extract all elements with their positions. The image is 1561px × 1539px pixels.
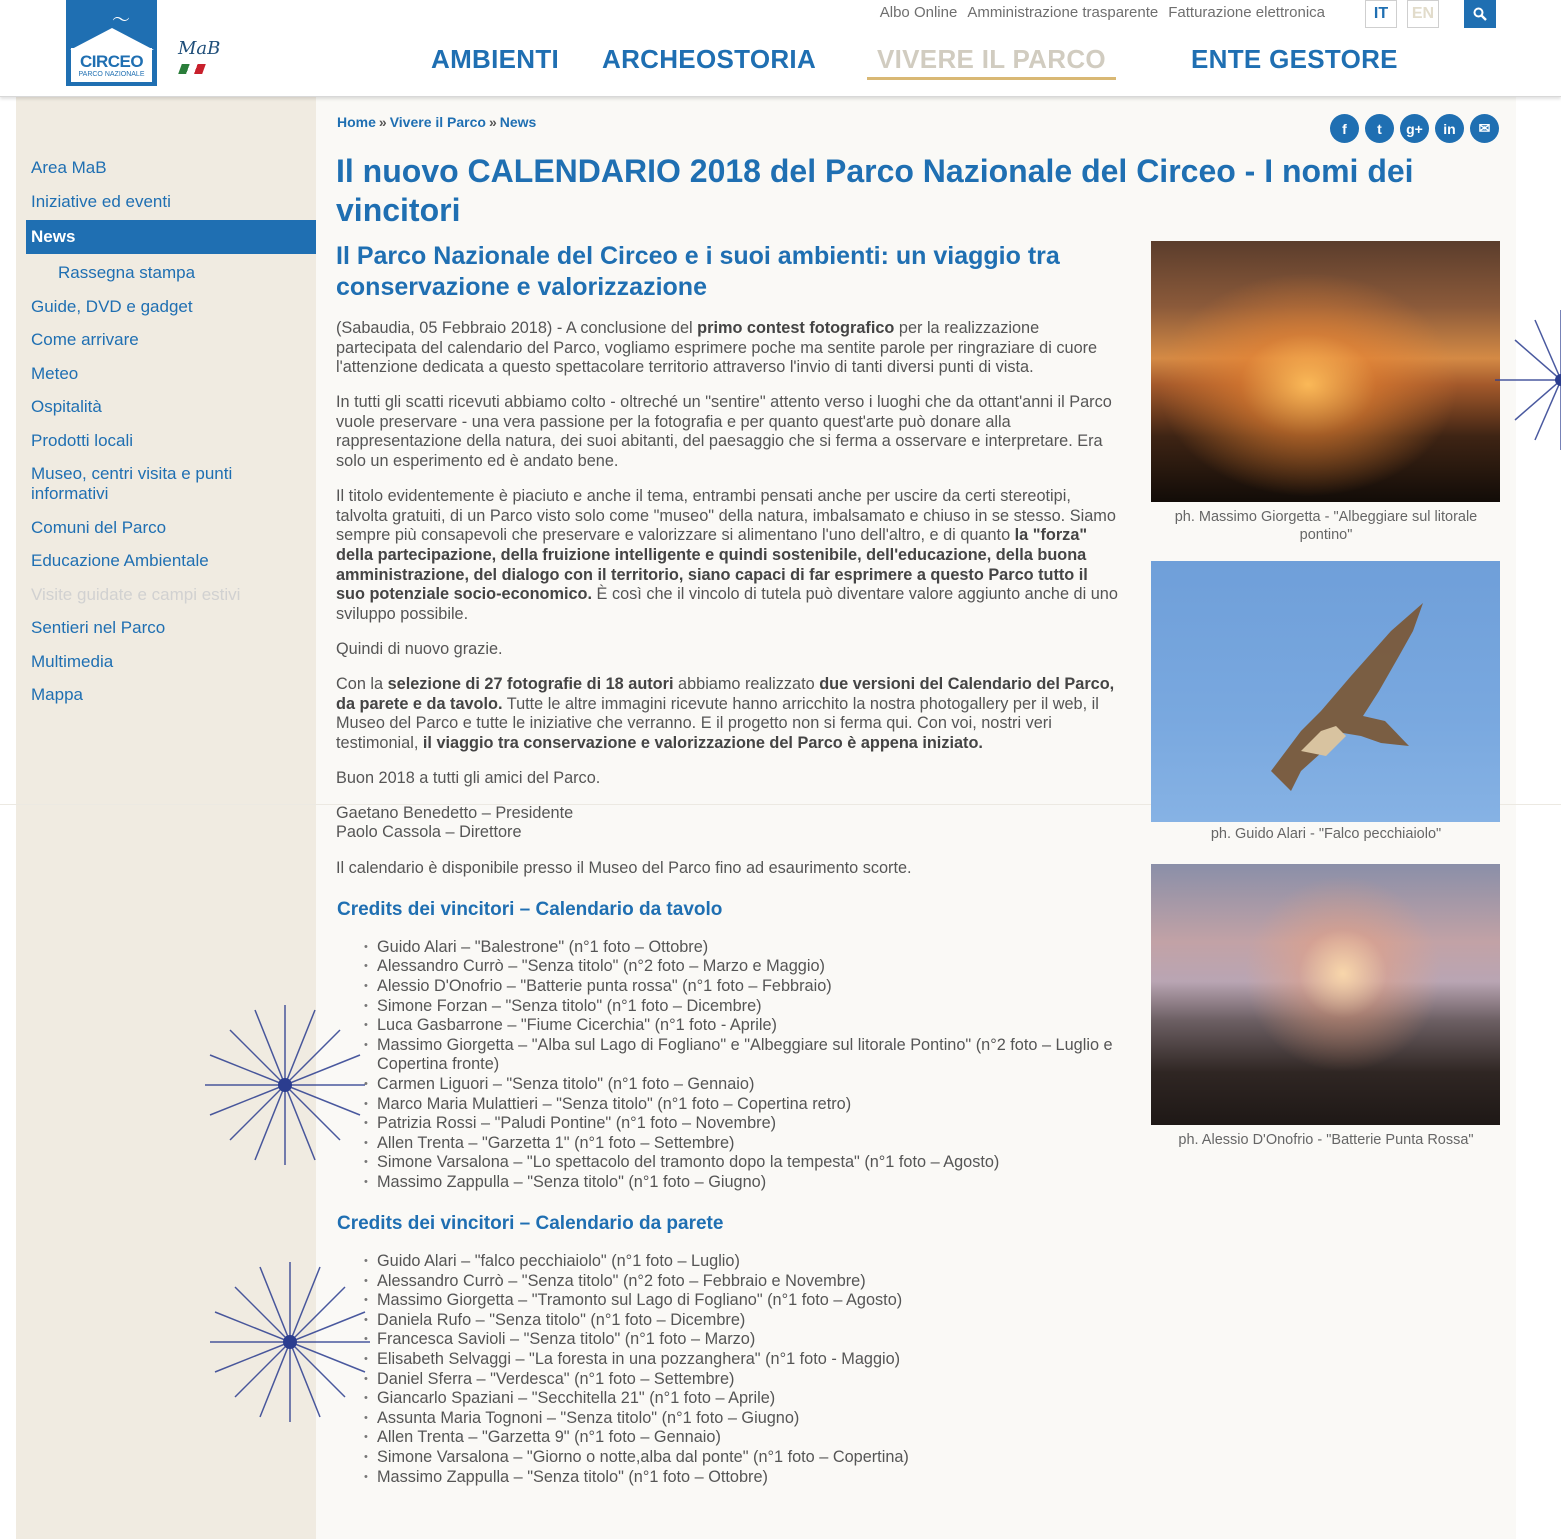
sidebar-item-comuni[interactable]: Comuni del Parco (31, 517, 167, 537)
italy-flag-icon (178, 64, 206, 74)
list-item: • Francesca Savioli – "Senza titolo" (n°1 foto – Marzo) (364, 1330, 1121, 1350)
breadcrumb-home[interactable]: Home (337, 114, 376, 130)
paragraph-5: Con la selezione di 27 fotografie di 18 autori abbiamo realizzato due versioni del Calendario del Parco, da parete e da tavolo. Tutte le altre immagini ricevute hanno arricchito la nostra photogallery per il web, il Museo del Parco e tutte le iniziative che verranno. E il progetto non si ferma qui. Con voi, nostri veri testimonial, il viaggio tra conservazione e valorizzazione del Parco è appena iniziato. (336, 674, 1115, 752)
list-item: • Massimo Zappulla – "Senza titolo" (n°1 foto – Giugno) (364, 1173, 1121, 1193)
lang-en-button[interactable]: EN (1407, 0, 1439, 28)
credits-tavolo-list (336, 938, 1121, 1193)
sidebar-item-meteo[interactable]: Meteo (31, 363, 79, 383)
sidebar-item-news[interactable]: News (26, 220, 316, 254)
sidebar-item-area-mab[interactable]: Area MaB (31, 158, 107, 177)
linkedin-icon[interactable]: in (1435, 114, 1464, 143)
list-item: • Allen Trenta – "Garzetta 9" (n°1 foto – Gennaio) (364, 1428, 1121, 1448)
sidebar-item-mappa[interactable]: Mappa (31, 685, 83, 704)
list-item: • Alessio D'Onofrio – "Batterie punta rossa" (n°1 foto – Febbraio) (364, 977, 1121, 997)
credits-parete-heading: Credits dei vincitori – Calendario da parete (337, 1213, 724, 1235)
search-button[interactable] (1464, 0, 1496, 28)
list-item: • Elisabeth Selvaggi – "La foresta in una pozzanghera" (n°1 foto - Maggio) (364, 1350, 1121, 1370)
list-item: • Massimo Giorgetta – "Tramonto sul Lago di Fogliano" (n°1 foto – Agosto) (364, 1291, 1121, 1311)
top-link-amministrazione[interactable]: Amministrazione trasparente (967, 4, 1159, 21)
twitter-icon[interactable]: t (1365, 114, 1394, 143)
sidebar-item-iniziative[interactable]: Iniziative ed eventi (31, 191, 171, 211)
credits-parete-list (336, 1252, 1121, 1487)
article-body (336, 319, 1121, 1487)
signatures: Gaetano Benedetto – Presidente Paolo Cassola – Direttore (336, 803, 574, 842)
sunrise-photo[interactable] (1151, 241, 1500, 502)
list-item: • Massimo Giorgetta – "Alba sul Lago di Fogliano" e "Albeggiare sul litorale Pontino" (n°2 foto – Luglio e Copertina fronte) (364, 1036, 1121, 1075)
nav-ente-gestore[interactable]: ENTE GESTORE (1191, 44, 1398, 74)
nav-vivere-il-parco[interactable]: VIVERE IL PARCO (867, 44, 1116, 80)
facebook-icon[interactable]: f (1330, 114, 1359, 143)
credits-tavolo-heading: Credits dei vincitori – Calendario da tavolo (337, 899, 723, 921)
google-plus-icon[interactable]: g+ (1400, 114, 1429, 143)
nav-ambienti[interactable]: AMBIENTI (431, 44, 560, 74)
photo-caption: ph. Guido Alari - "Falco pecchiaiolo" (1210, 826, 1442, 842)
list-item: • Assunta Maria Tognoni – "Senza titolo" (n°1 foto – Giugno) (364, 1409, 1121, 1429)
site-header (0, 0, 1561, 97)
logo-sub: PARCO NAZIONALE (78, 71, 145, 78)
list-item: • Massimo Zappulla – "Senza titolo" (n°1 foto – Ottobre) (364, 1468, 1121, 1488)
top-link-albo[interactable]: Albo Online (879, 4, 958, 21)
sidebar-item-visite-guidate[interactable]: Visite guidate e campi estivi (31, 584, 241, 604)
list-item: • Patrizia Rossi – "Paludi Pontine" (n°1 foto – Novembre) (364, 1114, 1121, 1134)
article-subtitle: Il Parco Nazionale del Circeo e i suoi ambienti: un viaggio tra conservazione e valorizzazione (336, 242, 1060, 301)
list-item: • Guido Alari – "Balestrone" (n°1 foto – Ottobre) (364, 938, 1121, 958)
circeo-logo[interactable] (66, 0, 157, 86)
star-decoration-icon (205, 1005, 365, 1165)
breadcrumb-news[interactable]: News (499, 114, 537, 130)
sidebar-item-educazione[interactable]: Educazione Ambientale (31, 551, 209, 570)
sidebar-item-sentieri[interactable]: Sentieri nel Parco (31, 618, 166, 637)
falcon-icon (1151, 561, 1500, 822)
photo-3[interactable] (1151, 864, 1501, 1149)
photo-caption: ph. Alessio D'Onofrio - "Batterie Punta Rossa" (1178, 1132, 1474, 1148)
list-item: • Marco Maria Mulattieri – "Senza titolo" (n°1 foto – Copertina retro) (364, 1095, 1121, 1115)
list-item: • Alessandro Currò – "Senza titolo" (n°2 foto – Febbraio e Novembre) (364, 1272, 1121, 1292)
sidebar-item-guide[interactable]: Guide, DVD e gadget (31, 296, 193, 316)
lang-it-button[interactable]: IT (1365, 0, 1397, 28)
sidebar-item-prodotti-locali[interactable]: Prodotti locali (31, 430, 134, 450)
photo-1[interactable] (1151, 241, 1501, 544)
email-icon[interactable]: ✉ (1470, 114, 1499, 143)
rocks-sea-photo[interactable] (1151, 864, 1500, 1125)
list-item: • Daniela Rufo – "Senza titolo" (n°1 foto – Dicembre) (364, 1311, 1121, 1331)
falcon-photo[interactable] (1151, 561, 1500, 822)
mab-logo[interactable] (174, 24, 224, 78)
search-icon (1473, 7, 1487, 21)
top-link-fatturazione[interactable]: Fatturazione elettronica (1168, 4, 1325, 21)
list-item: • Daniel Sferra – "Verdesca" (n°1 foto – Settembre) (364, 1370, 1121, 1390)
logo-word: CIRCEO (79, 52, 144, 71)
sidebar-item-multimedia[interactable]: Multimedia (31, 651, 114, 671)
top-links (880, 4, 1325, 21)
breadcrumb-vivere[interactable]: Vivere il Parco (389, 114, 486, 130)
bird-icon: 〜 (112, 10, 130, 30)
list-item: • Simone Forzan – "Senza titolo" (n°1 foto – Dicembre) (364, 997, 1121, 1017)
mountain-icon (70, 28, 154, 50)
sidebar-item-rassegna-stampa[interactable]: Rassegna stampa (58, 263, 196, 282)
sidebar-item-museo[interactable]: Museo, centri visita e punti informativi (31, 464, 233, 503)
page-title: Il nuovo CALENDARIO 2018 del Parco Nazionale del Circeo - I nomi dei vincitori (336, 153, 1414, 228)
star-decoration-icon (210, 1262, 370, 1422)
mab-logo-text: MaB (178, 38, 221, 59)
sidebar-item-come-arrivare[interactable]: Come arrivare (31, 330, 139, 349)
share-bar (1330, 114, 1499, 143)
paragraph-7: Il calendario è disponibile presso il Museo del Parco fino ad esaurimento scorte. (336, 858, 912, 877)
photo-caption: ph. Massimo Giorgetta - "Albeggiare sul litorale pontino" (1174, 509, 1478, 543)
nav-archeostoria[interactable]: ARCHEOSTORIA (602, 44, 817, 74)
paragraph-1: (Sabaudia, 05 Febbraio 2018) - A conclusione del primo contest fotografico per la realizzazione partecipata del calendario del Parco, vogliamo esprimere poche ma sentite parole per ringraziare di cuore l'attenzione dedicata a questo spettacolare territorio attraverso l'invio di tanti diversi punti di vista. (336, 319, 1098, 377)
breadcrumb: Home » Vivere il Parco » News (337, 114, 537, 130)
paragraph-2: In tutti gli scatti ricevuti abbiamo colto - oltreché un "sentire" attento verso i luoghi che da ottant'anni il Parco vuole preservare - una vera passione per la fotografia e per quanto quest'arte può donare alla rappresentazione della natura, dei suoi abitanti, del paesaggio che si ferma a osservare e interpretare. Era solo un esperimento ed è andato bene. (336, 393, 1112, 471)
photo-2[interactable] (1151, 561, 1501, 843)
list-item: • Giancarlo Spaziani – "Secchitella 21" (n°1 foto – Aprile) (364, 1389, 1121, 1409)
paragraph-6: Buon 2018 a tutti gli amici del Parco. (336, 768, 601, 787)
list-item: • Simone Varsalona – "Giorno o notte,alba dal ponte" (n°1 foto – Copertina) (364, 1448, 1121, 1468)
list-item: • Alessandro Currò – "Senza titolo" (n°2 foto – Marzo e Maggio) (364, 957, 1121, 977)
paragraph-3: Il titolo evidentemente è piaciuto e anche il tema, entrambi pensati anche per uscire da certi stereotipi, talvolta gratuiti, di un Parco visto solo come "museo" della natura, imbalsamato e chiuso in se stesso. Siamo sempre più consapevoli che preservare e valorizzare si alimentano l'uno dell'altro, e di quanto la "forza" della partecipazione, della fruizione intelligente e quindi sostenibile, dell'educazione, della buona amministrazione, del dialogo con il territorio, siano capaci di far esprimere a questo Parco tutto il suo potenziale socio-economico. È così che il vincolo di tutela può diventare valore aggiunto anche di uno sviluppo possibile. (336, 487, 1118, 623)
list-item: • Simone Varsalona – "Lo spettacolo del tramonto dopo la tempesta" (n°1 foto – Agosto) (364, 1153, 1121, 1173)
sidebar-item-ospitalita[interactable]: Ospitalità (31, 397, 102, 416)
list-item: • Luca Gasbarrone – "Fiume Cicerchia" (n°1 foto - Aprile) (364, 1016, 1121, 1036)
list-item: • Guido Alari – "falco pecchiaiolo" (n°1 foto – Luglio) (364, 1252, 1121, 1272)
paragraph-4: Quindi di nuovo grazie. (336, 639, 503, 658)
list-item: • Allen Trenta – "Garzetta 1" (n°1 foto – Settembre) (364, 1134, 1121, 1154)
sidebar-menu (26, 158, 316, 719)
list-item: • Carmen Liguori – "Senza titolo" (n°1 foto – Gennaio) (364, 1075, 1121, 1095)
star-decoration-icon (1495, 310, 1561, 450)
